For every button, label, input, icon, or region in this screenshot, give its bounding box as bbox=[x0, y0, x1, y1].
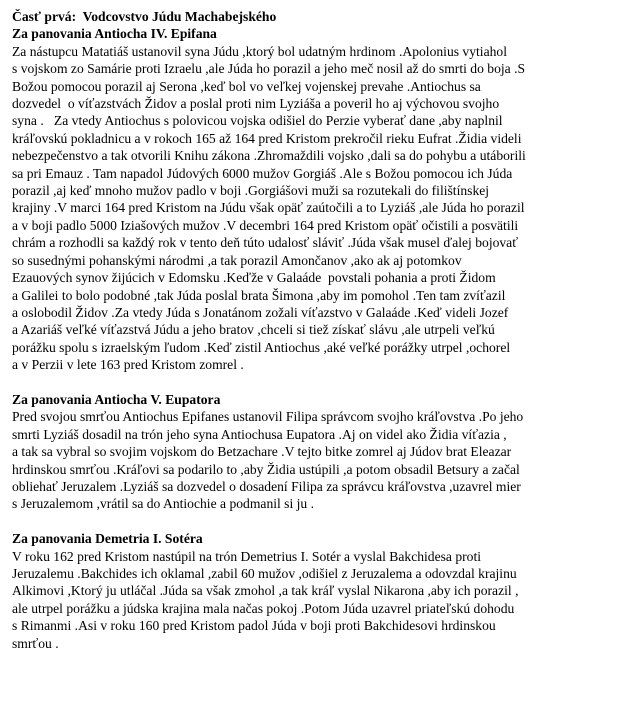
section-antiochus-iv bbox=[12, 25, 624, 373]
document-title: Časť prvá: Vodcovstvo Júdu Machabejského bbox=[12, 9, 277, 24]
paragraph-line: Božou pomocou porazil aj Serona ,keď bol vo veľkej vojenskej prevahe .Antiochus sa bbox=[12, 78, 481, 94]
section-heading: Za panovania Demetria I. Sotéra bbox=[12, 531, 203, 547]
paragraph-line: ale utrpel porážku a júdska krajina mala načas pokoj .Potom Júda uzavrel priateľskú dohodu bbox=[12, 600, 515, 616]
paragraph-line: a Azariáš veľké víťazstvá Júdu a jeho bratov ,chceli si tiež získať slávu ,ale utrpeli veľkú bbox=[12, 322, 495, 338]
section-spacer bbox=[12, 374, 624, 391]
paragraph-line: a v boji padlo 5000 Iziašových mužov .V decembri 164 pred Kristom opäť očistili a posvätili bbox=[12, 217, 519, 233]
paragraph-line: porazil ,aj keď mnoho mužov padlo v boji .Gorgiášovi muži sa rozutekali do filištínskej bbox=[12, 183, 490, 199]
paragraph-line: s Rimanmi .Asi v roku 160 pred Kristom padol Júda v boji proti Bakchidesovi hrdinskou bbox=[12, 618, 496, 634]
paragraph-line: kráľovskú pokladnicu a v rokoch 165 až 164 pred Kristom prekročil rieku Eufrat .Židia videli bbox=[12, 130, 522, 146]
paragraph-line: s Jeruzalemom ,vrátil sa do Antiochie a podmanil si ju . bbox=[12, 496, 315, 512]
paragraph-line: smrti Lyziáš dosadil na trón jeho syna Antiochusa Eupatora .Aj on videl ako Židia víťazia , bbox=[12, 426, 507, 442]
paragraph-line: a v Perzii v lete 163 pred Kristom zomrel . bbox=[12, 357, 244, 373]
paragraph-line: a tak sa vybral so svojim vojskom do Betzachare .V tejto bitke zomrel aj Júdov brat Eleazar bbox=[12, 444, 512, 460]
paragraph-line: Ezauových synov žijúcich v Edomsku .Keďže v Galaáde povstali pohania a proti Židom bbox=[12, 270, 496, 286]
paragraph-line: krajiny .V marci 164 pred Kristom na Júdu však opäť zaútočili a to Lyziáš ,ale Júda ho porazil bbox=[12, 200, 525, 216]
paragraph-line: chrám a rozhodli sa každý rok v tento deň túto udalosť sláviť .Júda však musel ďalej bojovať bbox=[12, 235, 519, 251]
paragraph-line: a Galilei to bolo podobné ,tak Júda poslal brata Šimona ,aby im pomohol .Ten tam zvíťazil bbox=[12, 287, 506, 303]
paragraph-line: Pred svojou smrťou Antiochus Epifanes ustanovil Filipa správcom svojho kráľovstva .Po jeho bbox=[12, 409, 524, 425]
document-page bbox=[12, 8, 624, 652]
paragraph-line: Jeruzalemu .Bakchides ich oklamal ,zabil 60 mužov ,odišiel z Jeruzalema a odovzdal krajinu bbox=[12, 565, 517, 581]
paragraph-line: V roku 162 pred Kristom nastúpil na trón Demetrius I. Sotér a vyslal Bakchidesa proti bbox=[12, 548, 482, 564]
paragraph-line: Alkimovi ,Ktorý ju utláčal .Júda sa však zmohol ,a tak kráľ vyslal Nikarona ,aby ich porazil , bbox=[12, 583, 519, 599]
section-heading: Za panovania Antiocha IV. Epifana bbox=[12, 26, 217, 42]
paragraph-line: hrdinskou smrťou .Kráľovi sa podarilo to ,aby Židia ustúpili ,a potom obsadil Betsury a začal bbox=[12, 461, 520, 477]
paragraph-line: porážku spolu s izraelským ľudom .Keď zistil Antiochus ,aké veľké porážky utrpel ,ochorel bbox=[12, 339, 511, 355]
section-heading: Za panovania Antiocha V. Eupatora bbox=[12, 391, 221, 407]
paragraph-line: s vojskom zo Samárie proti Izraelu ,ale Júda ho porazil a jeho meč nosil až do smrti do boja .S bbox=[12, 61, 526, 77]
paragraph-line: dozvedel o víťazstvách Židov a poslal proti nim Lyziáša a poveril ho aj výchovou svojho bbox=[12, 96, 500, 112]
paragraph-line: so susednými pohanskými národmi ,a tak porazil Amončanov ,ako ak aj potomkov bbox=[12, 252, 462, 268]
section-antiochus-v bbox=[12, 391, 624, 513]
section-demetrius-i bbox=[12, 530, 624, 652]
section-spacer bbox=[12, 513, 624, 530]
paragraph-line: Za nástupcu Matatiáš ustanovil syna Júdu ,ktorý bol udatným hrdinom .Apolonius vytiahol bbox=[12, 43, 507, 59]
paragraph-line: obliehať Jeruzalem .Lyziáš sa dozvedel o dosadení Filipa za správcu kráľovstva ,uzavrel mier bbox=[12, 478, 521, 494]
paragraph-line: sa pri Emauz . Tam napadol Júdových 6000 mužov Gorgiáš .Ale s Božou pomocou ich Júda bbox=[12, 165, 513, 181]
paragraph-line: smrťou . bbox=[12, 635, 59, 651]
paragraph-line: syna . Za vtedy Antiochus s polovicou vojska odišiel do Perzie vyberať dane ,aby naplnil bbox=[12, 113, 503, 129]
paragraph-line: nebezpečenstvo a tak otvorili Knihu zákona .Zhromaždili vojsko ,dali sa do pohybu a utáborili bbox=[12, 148, 526, 164]
paragraph-line: a oslobodil Židov .Za vtedy Júda s Jonatánom zožali víťazstvo v Galaáde .Keď videli Jozef bbox=[12, 304, 509, 320]
